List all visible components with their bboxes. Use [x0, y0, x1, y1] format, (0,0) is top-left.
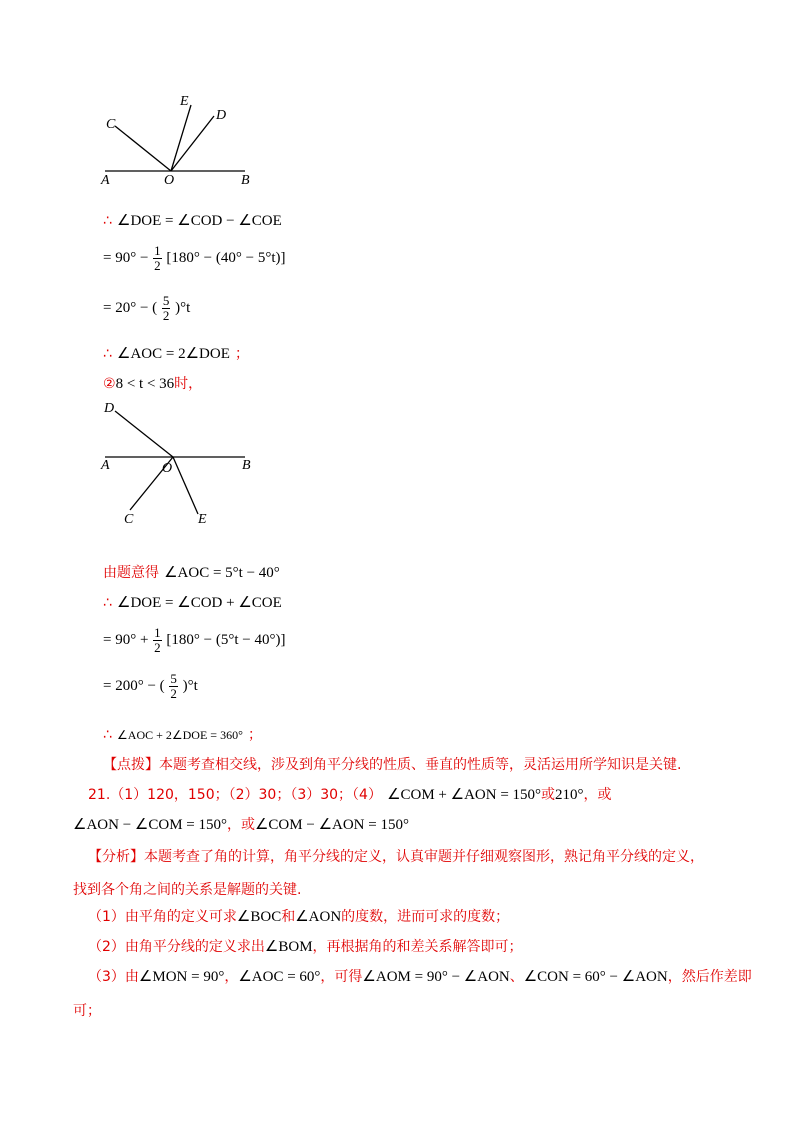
math-expression: ∠DOE = ∠COD + ∠COE — [117, 595, 282, 611]
denominator: 2 — [154, 640, 161, 655]
fenxi-line2: 找到各个角之间的关系是解题的关键. — [73, 882, 302, 898]
fig2-label-b: B — [242, 458, 251, 473]
denominator: 2 — [162, 308, 170, 323]
fig2-label-d: D — [104, 401, 115, 416]
numerator: 1 — [154, 243, 161, 258]
figure-2 — [95, 398, 265, 528]
line-aoc-plus-2doe — [103, 724, 262, 744]
math-expression: ∠COM − ∠AON = 150° — [254, 817, 409, 833]
math-expression: ∠AOC + 2∠DOE = 360° — [117, 728, 243, 742]
circled-number: ② — [103, 376, 116, 392]
fig1-label-d: D — [216, 108, 227, 123]
therefore-symbol: ∴ — [103, 213, 112, 229]
text: ， — [224, 969, 239, 985]
math-expression: ∠BOC — [236, 909, 282, 925]
text: 由题意得 — [103, 565, 159, 581]
numerator: 5 — [162, 293, 170, 308]
math-expression: ∠AOC = 60° — [238, 969, 321, 985]
math-expression: ∠AOC = 5°t − 40° — [164, 565, 280, 581]
line-20-minus — [103, 294, 190, 323]
q21-head: 21.（1）120，150；（2）30；（3）30；（4） — [88, 787, 382, 803]
denominator: 2 — [170, 686, 177, 701]
fig1-label-a: A — [101, 173, 110, 188]
step-3 — [88, 966, 752, 986]
math-expression: = 90° + — [103, 631, 149, 648]
math-expression: 210° — [555, 787, 584, 803]
line-200-minus — [103, 672, 198, 701]
line-by-question — [103, 562, 280, 582]
math-expression: ∠DOE = ∠COD − ∠COE — [117, 213, 282, 229]
fig2-label-c: C — [124, 512, 134, 527]
text: （3）由 — [88, 969, 139, 985]
math-expression: )°t — [175, 299, 191, 316]
q21-answer-line1 — [88, 784, 612, 804]
ray-OE — [171, 105, 191, 171]
text: 的度数，进而可求的度数； — [341, 909, 510, 925]
q21-answer-line2 — [73, 814, 409, 834]
therefore-symbol: ∴ — [103, 595, 112, 611]
fig1-label-c: C — [106, 117, 116, 132]
math-expression: ∠BOM — [264, 939, 313, 955]
case-text: 时， — [174, 376, 203, 392]
punctuation: ； — [247, 727, 262, 743]
line-aoc-2doe — [103, 343, 249, 363]
text: 和 — [281, 909, 296, 925]
fig1-label-o: O — [164, 173, 175, 188]
math-expression: = 90° − — [103, 249, 149, 266]
denominator: 2 — [154, 258, 161, 273]
math-expression: 8 < t < 36 — [115, 376, 175, 392]
ray-OE — [173, 457, 198, 514]
math-expression: ∠CON = 60° − ∠AON — [523, 969, 668, 985]
dianbo-paragraph: 【点拨】本题考查相交线，涉及到角平分线的性质、垂直的性质等，灵活运用所学知识是关键. — [103, 757, 682, 773]
fig1-label-b: B — [241, 173, 250, 188]
fraction — [153, 626, 162, 655]
therefore-symbol: ∴ — [103, 727, 112, 743]
fig2-label-a: A — [101, 458, 110, 473]
therefore-symbol: ∴ — [103, 346, 112, 362]
text: 或 — [541, 787, 556, 803]
math-expression: ∠COM + ∠AON = 150° — [387, 787, 542, 803]
fraction — [169, 672, 178, 701]
ray-OD — [171, 116, 214, 171]
ray-OC — [115, 126, 171, 171]
math-expression: ∠AON − ∠COM = 150° — [73, 817, 227, 833]
math-expression: = 20° − ( — [103, 299, 158, 316]
step-1 — [88, 906, 509, 926]
text: ，或 — [226, 817, 255, 833]
math-expression: = 200° − ( — [103, 677, 165, 694]
text: ，然后作差即 — [667, 969, 752, 985]
text: （2）由角平分线的定义求出 — [88, 939, 265, 955]
math-expression: [180° − (40° − 5°t)] — [166, 249, 286, 266]
math-expression: )°t — [182, 677, 198, 694]
step-2 — [88, 936, 523, 956]
text: ，或 — [583, 787, 612, 803]
text: 、 — [509, 969, 524, 985]
line-doe-cod-plus — [103, 592, 282, 612]
fig1-label-e: E — [180, 94, 189, 109]
math-expression: ∠AOC = 2∠DOE — [117, 346, 230, 362]
text: （1）由平角的定义可求 — [88, 909, 237, 925]
math-expression: [180° − (5°t − 40°)] — [166, 631, 286, 648]
step-3-continued: 可； — [73, 1003, 101, 1019]
math-expression: ∠AOM = 90° − ∠AON — [362, 969, 510, 985]
line-doe-cod-minus — [103, 210, 282, 230]
fraction — [153, 244, 162, 273]
numerator: 1 — [154, 625, 161, 640]
fenxi-line1: 【分析】本题考查了角的计算，角平分线的定义，认真审题并仔细观察图形，熟记角平分线的定义， — [88, 849, 704, 865]
fraction — [162, 294, 171, 323]
line-90-plus-half — [103, 626, 285, 655]
math-expression: ∠AON — [295, 909, 342, 925]
text: ，再根据角的和差关系解答即可； — [312, 939, 523, 955]
punctuation: ； — [234, 346, 249, 362]
numerator: 5 — [170, 671, 177, 686]
ray-OD — [115, 411, 173, 457]
math-expression: ∠MON = 90° — [138, 969, 225, 985]
line-case-2 — [103, 373, 202, 393]
fig2-label-o: O — [162, 461, 173, 476]
text: ，可得 — [320, 969, 363, 985]
fig2-label-e: E — [198, 512, 207, 527]
line-90-minus-half — [103, 244, 285, 273]
